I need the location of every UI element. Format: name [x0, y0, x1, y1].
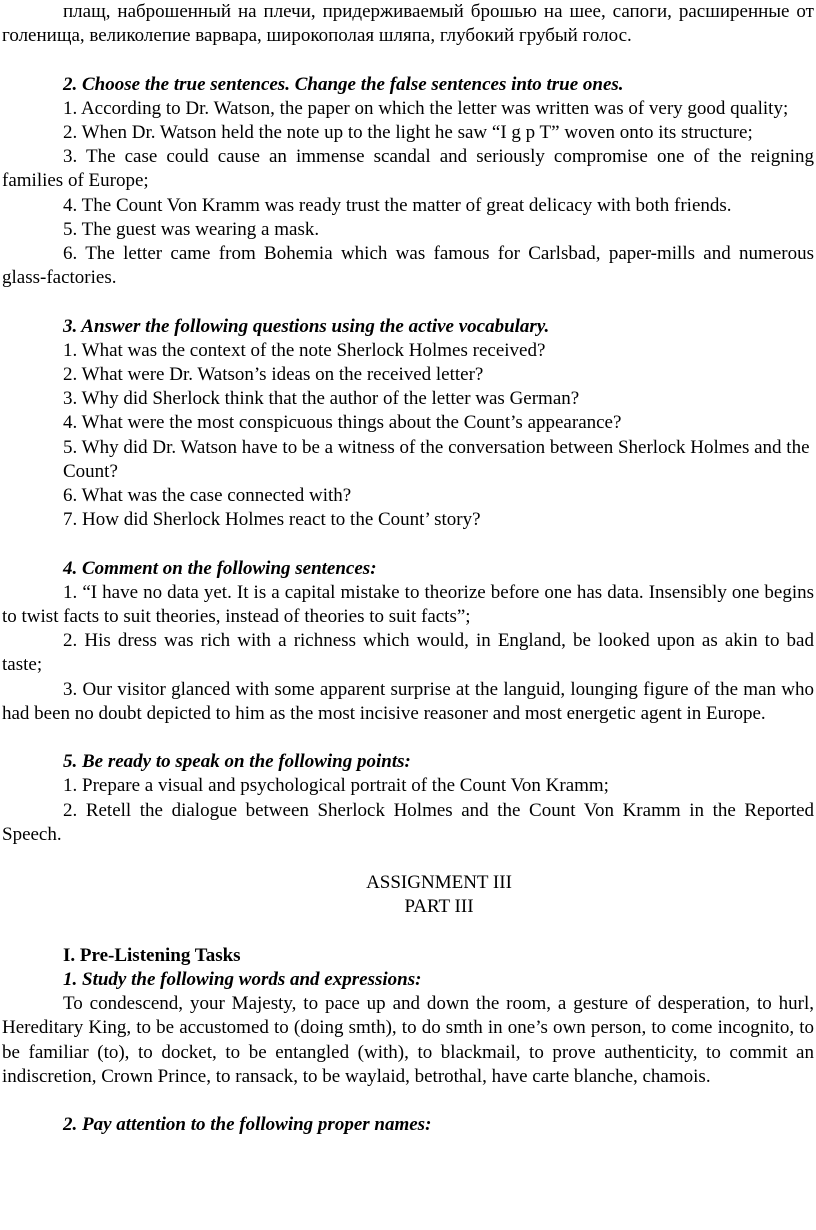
section3-item-5: 5. Why did Dr. Watson have to be a witness of the conversation between Sherlock Holmes and the Count?: [63, 436, 810, 482]
section3-item-3: 3. Why did Sherlock think that the author of the letter was German?: [63, 388, 580, 410]
section3-item-7: 7. How did Sherlock Holmes react to the Count’ story?: [63, 509, 481, 531]
task1-heading: 1. Study the following words and expressions:: [63, 969, 422, 991]
section2-item-5: 5. The guest was wearing a mask.: [63, 218, 320, 240]
section4-item-1: 1. “I have no data yet. It is a capital mistake to theorize before one has data. Insensibly one begins to twist facts to suit theories, instead of theories to suit facts”;: [2, 581, 814, 628]
spacer: [2, 290, 814, 314]
spacer: [2, 847, 814, 871]
section4-heading: 4. Comment on the following sentences:: [63, 557, 377, 579]
task1-text: To condescend, your Majesty, to pace up and down the room, a gesture of desperation, to hurl, Hereditary King, to be accustomed to (doing smth), to do smth in one’s own person, to come incognito, to be familiar (to), to docket, to be entangled (with), to blackmail, to prove authenticity, to commit an indiscretion, Crown Prince, to ransack, to be waylaid, betrothal, have carte blanche, chamois.: [2, 993, 814, 1087]
prelistening-heading: I. Pre-Listening Tasks: [63, 944, 241, 966]
intro-continuation: плащ, наброшенный на плечи, придерживаемый брошью на шее, сапоги, расширенные от голенища, великолепие варвара, широкополая шляпа, глубокий грубый голос.: [2, 1, 814, 47]
section5-item-2: 2. Retell the dialogue between Sherlock Holmes and the Count Von Kramm in the Reported Speech.: [2, 799, 814, 845]
section4-item-3: 3. Our visitor glanced with some apparent surprise at the languid, lounging figure of the man who had been no doubt depicted to him as the most incisive reasoner and most energetic agent in Europe.: [2, 678, 814, 724]
task2-heading: 2. Pay attention to the following proper names:: [63, 1114, 432, 1136]
section2-item-1: 1. According to Dr. Watson, the paper on which the letter was written was of very good quality;: [63, 97, 789, 119]
spacer: [2, 532, 814, 556]
section3-item-2: 2. What were Dr. Watson’s ideas on the received letter?: [63, 364, 484, 386]
section3-item-6: 6. What was the case connected with?: [63, 485, 352, 507]
section3-heading: 3. Answer the following questions using the active vocabulary.: [63, 315, 550, 337]
spacer: [2, 726, 814, 750]
spacer: [2, 48, 814, 72]
spacer: [2, 920, 814, 944]
section3-item-4: 4. What were the most conspicuous things about the Count’s appearance?: [63, 412, 622, 434]
section4-item-2: 2. His dress was rich with a richness which would, in England, be looked upon as akin to bad taste;: [2, 630, 814, 676]
section2-item-3: 3. The case could cause an immense scandal and seriously compromise one of the reigning families of Europe;: [2, 146, 814, 192]
spacer: [2, 1089, 814, 1113]
assignment-part: PART III: [404, 896, 474, 918]
section5-item-1: 1. Prepare a visual and psychological portrait of the Count Von Kramm;: [63, 775, 609, 797]
section2-item-4: 4. The Count Von Kramm was ready trust the matter of great delicacy with both friends.: [63, 194, 732, 216]
section2-heading: 2. Choose the true sentences. Change the false sentences into true ones.: [63, 73, 624, 95]
section3-item-1: 1. What was the context of the note Sherlock Holmes received?: [63, 339, 546, 361]
assignment-title: ASSIGNMENT III: [366, 872, 512, 894]
section2-item-6: 6. The letter came from Bohemia which was famous for Carlsbad, paper-mills and numerous glass-factories.: [2, 243, 814, 289]
section2-item-2: 2. When Dr. Watson held the note up to the light he saw “I g p T” woven onto its structure;: [63, 122, 753, 143]
section5-heading: 5. Be ready to speak on the following points:: [63, 751, 411, 773]
